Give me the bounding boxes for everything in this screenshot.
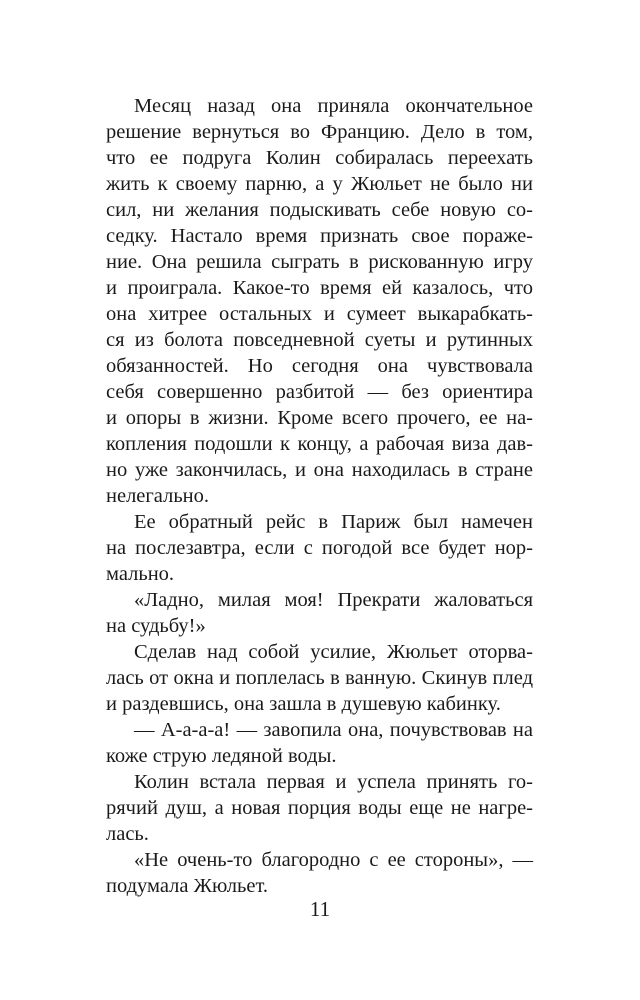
text-line: ся из болота повседневной суеты и рутинных	[106, 329, 533, 351]
text-line: копления подошли к концу, а рабочая виза дав-	[106, 433, 533, 455]
text-line: рячий душ, а новая порция воды еще не нагре-	[106, 797, 533, 819]
text-line: она хитрее остальных и сумеет выкарабкать-	[106, 303, 533, 325]
text-line: «Ладно, милая моя! Прекрати жаловаться	[134, 589, 533, 611]
text-line: лась от окна и поплелась в ванную. Скинув плед	[106, 667, 533, 689]
text-line: себя совершенно разбитой — без ориентира	[106, 381, 533, 403]
text-line: и опоры в жизни. Кроме всего прочего, ее на-	[106, 407, 533, 429]
text-line: решение вернуться во Францию. Дело в том,	[106, 121, 533, 143]
text-line: седку. Настало время признать свое пораже-	[106, 225, 533, 247]
text-line: и раздевшись, она зашла в душевую кабинку.	[106, 693, 501, 715]
text-line: «Не очень-то благородно с ее стороны», —	[134, 849, 533, 871]
text-line: но уже закончилась, и она находилась в стране	[106, 459, 533, 481]
text-line: — А-а-а-а! — завопила она, почувствовав на	[134, 719, 533, 741]
text-line: Сделав над собой усилие, Жюльет оторва-	[134, 641, 533, 663]
page-number: 11	[309, 897, 331, 921]
text-line: мально.	[106, 563, 175, 585]
text-line: обязанностей. Но сегодня она чувствовала	[106, 355, 533, 377]
text-line: коже струю ледяной воды.	[106, 745, 337, 767]
text-line: сил, ни желания подыскивать себе новую со-	[106, 199, 533, 221]
text-line: подумала Жюльет.	[106, 875, 268, 897]
text-line: Ее обратный рейс в Париж был намечен	[134, 511, 533, 533]
text-line: Колин встала первая и успела принять го-	[134, 771, 533, 793]
text-line: ние. Она решила сыграть в рискованную игру	[106, 251, 533, 273]
text-line: Месяц назад она приняла окончательное	[134, 95, 533, 117]
text-line: что ее подруга Колин собиралась переехать	[106, 147, 533, 169]
text-line: нелегально.	[106, 485, 210, 507]
text-line: жить к своему парню, а у Жюльет не было ни	[106, 173, 533, 195]
text-line: на послезавтра, если с погодой все будет нор-	[106, 537, 533, 559]
text-line: лась.	[106, 823, 149, 845]
text-line: на судьбу!»	[106, 615, 206, 637]
text-line: и проиграла. Какое-то время ей казалось, что	[106, 277, 533, 299]
